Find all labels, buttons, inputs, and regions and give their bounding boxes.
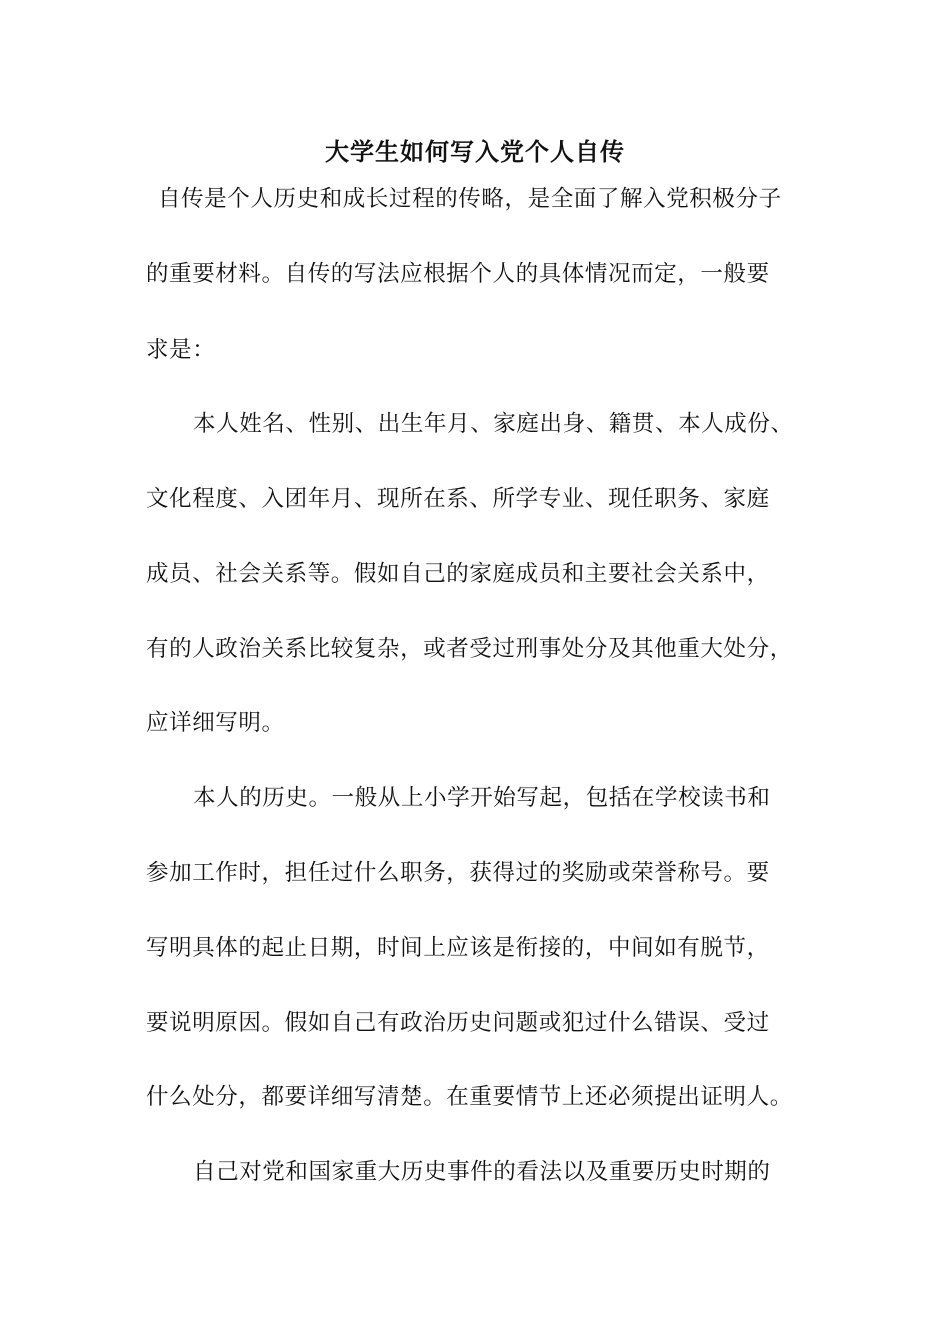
paragraph-line: 有的人政治关系比较复杂，或者受过刑事处分及其他重大处分， — [146, 636, 793, 662]
paragraph-line: 参加工作时，担任过什么职务，获得过的奖励或荣誉称号。要 — [146, 860, 770, 886]
document-title: 大学生如何写入党个人自传 — [325, 137, 625, 166]
paragraph-line: 自己对党和国家重大历史事件的看法以及重要历史时期的 — [193, 1159, 771, 1185]
paragraph-line: 文化程度、入团年月、现所在系、所学专业、现任职务、家庭 — [146, 486, 770, 512]
paragraph-line: 应详细写明。 — [146, 710, 285, 736]
paragraph-line: 的重要材料。自传的写法应根据个人的具体情况而定，一般要 — [146, 261, 770, 287]
paragraph-line: 自传是个人历史和成长过程的传略，是全面了解入党积极分子 — [158, 186, 782, 212]
paragraph-line: 求是： — [146, 337, 216, 363]
paragraph-line: 本人的历史。一般从上小学开始写起，包括在学校读书和 — [193, 785, 771, 811]
paragraph-line: 写明具体的起止日期，时间上应该是衔接的，中间如有脱节， — [146, 935, 770, 961]
paragraph-line: 什么处分，都要详细写清楚。在重要情节上还必须提出证明人。 — [146, 1084, 793, 1110]
paragraph-line: 成员、社会关系等。假如自己的家庭成员和主要社会关系中， — [146, 561, 770, 587]
paragraph-line: 要说明原因。假如自己有政治历史问题或犯过什么错误、受过 — [146, 1010, 770, 1036]
paragraph-line: 本人姓名、性别、出生年月、家庭出身、籍贯、本人成份、 — [193, 411, 794, 437]
